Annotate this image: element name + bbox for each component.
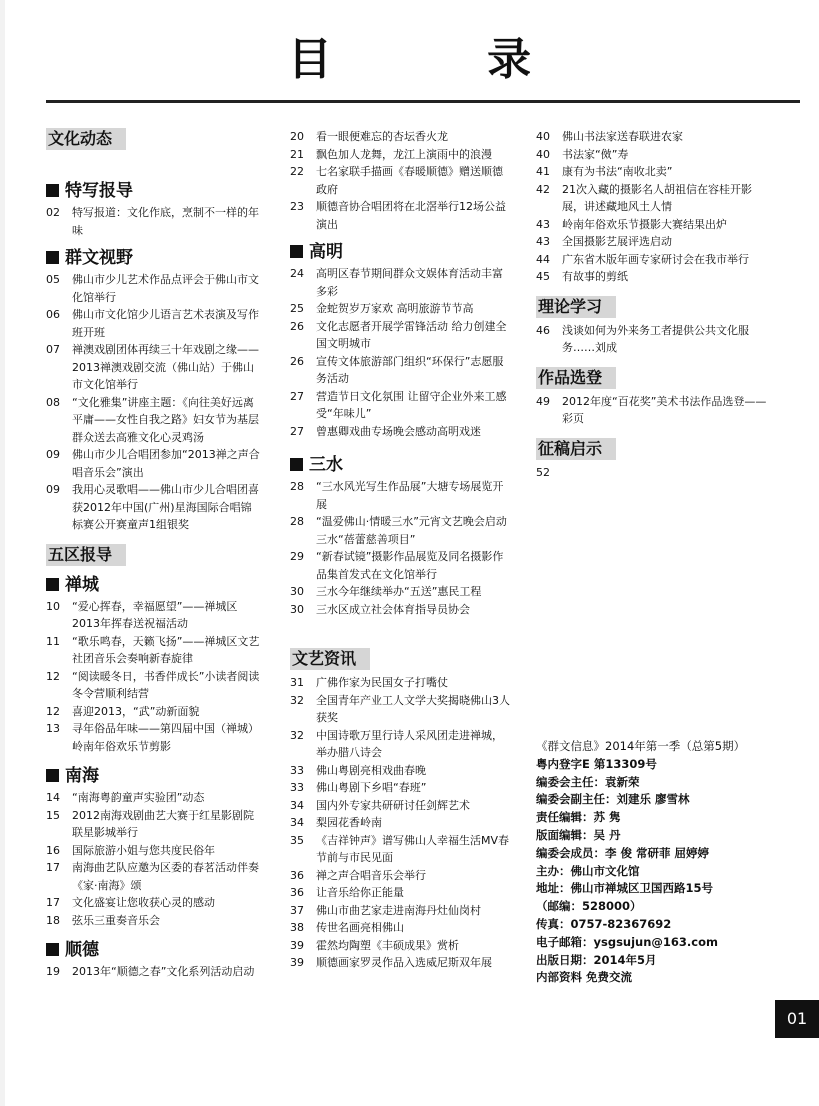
toc-entry[interactable] [290, 300, 512, 318]
toc-entry[interactable] [290, 265, 512, 300]
toc-entry[interactable] [46, 720, 261, 755]
toc-page-number: 36 [290, 868, 304, 882]
toc-entry[interactable] [290, 779, 512, 797]
section-header [290, 648, 512, 670]
square-bullet-icon [290, 458, 303, 471]
section-label: 文化动态 [46, 128, 126, 150]
toc-page-number: 28 [290, 515, 304, 528]
toc-entry-title: “南海粤韵童声实验团”动态 [72, 791, 205, 804]
toc-page-number: 36 [290, 886, 304, 899]
toc-entry[interactable] [290, 353, 512, 388]
toc-page-number: 12 [46, 704, 60, 718]
section-header [46, 128, 261, 150]
subsection-label: 顺德 [65, 940, 99, 960]
toc-entry[interactable] [536, 233, 771, 251]
toc-entry[interactable] [290, 814, 512, 832]
page-edge [0, 0, 5, 1106]
toc-page-number: 05 [46, 273, 60, 286]
toc-entry[interactable] [290, 601, 512, 619]
info-line: 编委会主任：袁新荣 [536, 774, 640, 789]
toc-entry[interactable] [290, 692, 512, 727]
toc-page-number: 19 [46, 965, 60, 978]
toc-page-number: 43 [536, 235, 550, 248]
square-bullet-icon [46, 578, 59, 591]
toc-entry-title: 《吉祥钟声》谱写佛山人幸福生活MV春节前与市民见面 [316, 833, 510, 864]
toc-page-number: 27 [290, 424, 304, 438]
toc-entry[interactable] [290, 583, 512, 601]
section-header [536, 438, 771, 460]
toc-entry[interactable] [290, 674, 512, 692]
toc-entry[interactable] [290, 937, 512, 955]
toc-page-number: 33 [290, 763, 304, 777]
square-bullet-icon [46, 943, 59, 956]
info-line: 主办：佛山市文化馆 [536, 863, 640, 878]
section-header [46, 544, 261, 566]
toc-entry-title: 高明区春节期间群众文娱体育活动丰富多彩 [316, 267, 503, 298]
page-title: 目 录 [287, 34, 602, 85]
toc-entry-title: 三水区成立社会体育指导员协会 [316, 602, 470, 616]
page-number: 01 [775, 1000, 819, 1038]
toc-entry-title: 禅之声合唱音乐会举行 [316, 868, 426, 882]
toc-entry[interactable] [46, 341, 261, 394]
toc-page-number: 40 [536, 130, 550, 143]
toc-page-number: 30 [290, 585, 304, 598]
section-header [536, 296, 771, 318]
square-bullet-icon [46, 184, 59, 197]
section-label: 五区报导 [46, 544, 126, 566]
toc-entry[interactable] [290, 954, 512, 972]
toc-page-number: 26 [290, 354, 304, 368]
toc-entry[interactable] [290, 513, 512, 548]
toc-entry-title: 2012年度“百花奖”美术书法作品选登——彩页 [562, 394, 767, 425]
toc-page-number: 31 [290, 676, 304, 689]
toc-page-number: 45 [536, 270, 550, 283]
toc-entry[interactable] [46, 446, 261, 481]
toc-page-number: 27 [290, 389, 304, 403]
toc-entry-title: 顺德音协合唱团将在北滘举行12场公益演出 [316, 200, 506, 231]
toc-entry[interactable] [290, 727, 512, 762]
toc-entry-title: 让音乐给你正能量 [316, 886, 404, 899]
toc-page-number: 16 [46, 843, 60, 857]
subsection-header [46, 574, 261, 596]
toc-entry-title: 广佛作家为民国女子打嘴仗 [316, 676, 448, 689]
toc-entry[interactable] [290, 762, 512, 780]
subsection-label: 高明 [309, 242, 343, 262]
info-line: 地址：佛山市禅城区卫国西路15号 [536, 881, 714, 896]
toc-page-number: 11 [46, 634, 60, 648]
toc-page-number: 14 [46, 791, 60, 804]
subsection-header [46, 247, 261, 269]
toc-entry[interactable] [536, 393, 771, 428]
toc-entry[interactable] [46, 807, 261, 842]
toc-page-number: 25 [290, 302, 304, 315]
subsection-label: 南海 [65, 766, 99, 786]
toc-entry-title: 全国摄影艺展评选启动 [562, 235, 672, 248]
toc-entry[interactable] [290, 867, 512, 885]
toc-entry-title: 喜迎2013，“武”动新面貌 [72, 704, 200, 718]
toc-entry[interactable] [46, 306, 261, 341]
toc-page-number: 09 [46, 448, 60, 461]
toc-page-number: 24 [290, 267, 304, 280]
toc-entry-title: 2012南海戏剧曲艺大赛于红星影剧院联星影城举行 [72, 808, 254, 839]
toc-page-number: 30 [290, 602, 304, 616]
toc-page-number: 42 [536, 182, 550, 196]
toc-entry-title: 国内外专家共研研讨任剑辉艺术 [316, 798, 470, 812]
square-bullet-icon [46, 251, 59, 264]
toc-entry-title: 书法家“傚”寿 [562, 147, 629, 161]
toc-page-number: 26 [290, 319, 304, 333]
toc-entry-title: “阅读暖冬日，书香伴成长”小读者阅读冬令营顺利结营 [72, 669, 260, 700]
toc-entry[interactable] [536, 322, 771, 357]
section-header [536, 367, 771, 389]
subsection-header [290, 454, 512, 476]
toc-entry-title: 七名家联手描画《春暖顺德》赠送顺德政府 [316, 165, 503, 196]
subsection-label: 群文视野 [65, 248, 133, 268]
toc-page-number: 10 [46, 599, 60, 613]
subsection-header [46, 939, 261, 961]
toc-column-left [46, 128, 261, 981]
subsection-label: 三水 [309, 455, 343, 475]
toc-page-number: 44 [536, 252, 550, 266]
toc-column-middle [290, 128, 512, 972]
toc-page-number: 28 [290, 480, 304, 493]
square-bullet-icon [290, 245, 303, 258]
toc-entry[interactable] [536, 251, 771, 269]
toc-entry[interactable] [290, 146, 512, 164]
toc-entry[interactable] [46, 859, 261, 894]
toc-entry[interactable] [290, 902, 512, 920]
toc-entry-title: 广东省木版年画专家研讨会在我市举行 [562, 252, 749, 266]
toc-page-number: 29 [290, 550, 304, 563]
subsection-label: 特写报导 [65, 181, 133, 201]
toc-page-number: 08 [46, 395, 60, 409]
toc-entry-title: 国际旅游小姐与您共度民俗年 [72, 843, 215, 857]
toc-column-right [536, 128, 771, 481]
toc-entry[interactable] [290, 423, 512, 441]
toc-entry[interactable] [290, 163, 512, 198]
toc-page-number: 17 [46, 861, 60, 874]
toc-entry-title: 寻年俗品年味——第四届中国（禅城）岭南年俗欢乐节剪影 [72, 722, 259, 753]
toc-entry[interactable] [290, 797, 512, 815]
toc-entry[interactable] [46, 271, 261, 306]
toc-entry[interactable] [46, 963, 261, 981]
toc-page-number: 23 [290, 200, 304, 213]
toc-page-number: 38 [290, 921, 304, 934]
toc-entry[interactable] [536, 146, 771, 164]
info-line: 出版日期：2014年5月 [536, 952, 657, 967]
toc-entry[interactable] [290, 832, 512, 867]
toc-entry-title: 2013年“顺德之春”文化系列活动启动 [72, 965, 255, 978]
toc-entry[interactable] [536, 268, 771, 286]
toc-entry-title: “歌乐鸣春，天籁飞扬”——禅城区文艺社团音乐会奏响新春旋律 [72, 634, 260, 665]
toc-entry-title: “新春试镜”摄影作品展览及同名摄影作品集首发式在文化馆举行 [316, 550, 504, 581]
toc-entry[interactable] [46, 789, 261, 807]
subsection-header [290, 241, 512, 263]
toc-page-number: 40 [536, 147, 550, 161]
toc-entry-title: 佛山市少儿艺术作品点评会于佛山市文化馆举行 [72, 273, 259, 304]
title-divider [46, 100, 800, 103]
toc-entry[interactable] [46, 204, 261, 239]
toc-entry-title: 岭南年俗欢乐节摄影大赛结果出炉 [562, 217, 727, 231]
toc-page-number: 41 [536, 165, 550, 178]
toc-entry-title: 三水今年继续举办“五送”惠民工程 [316, 585, 482, 598]
toc-entry-title: “温爱佛山·情暖三水”元宵文艺晚会启动三水“蓓蕾慈善项目” [316, 515, 507, 546]
toc-page-number: 12 [46, 669, 60, 683]
toc-entry-title: 浅谈如何为外来务工者提供公共文化服务……刘成 [562, 323, 749, 354]
toc-entry[interactable] [290, 478, 512, 513]
toc-page-number: 18 [46, 913, 60, 927]
toc-page-number: 20 [290, 130, 304, 143]
toc-page-number: 39 [290, 938, 304, 952]
toc-entry[interactable] [536, 216, 771, 234]
toc-page-number: 22 [290, 165, 304, 178]
section-label: 理论学习 [536, 296, 616, 318]
subsection-label: 禅城 [65, 574, 99, 595]
toc-entry[interactable] [290, 388, 512, 423]
section-label: 作品选登 [536, 367, 616, 389]
toc-entry-title: 特写报道：文化作底，烹制不一样的年味 [72, 206, 259, 237]
toc-entry-title: 佛山粤剧亮相戏曲春晚 [316, 763, 426, 777]
info-line: 责任编辑：苏 隽 [536, 810, 621, 825]
toc-entry-title: 禅澳戏剧团体再续三十年戏剧之缘——2013禅澳戏剧交流（佛山站）于佛山市文化馆举行 [72, 343, 259, 391]
info-line: 粤内登字E 第13309号 [536, 756, 657, 771]
toc-entry-title: 佛山市少儿合唱团参加“2013禅之声合唱音乐会”演出 [72, 448, 260, 479]
toc-entry-title: 传世名画亮相佛山 [316, 921, 404, 934]
toc-page-number: 09 [46, 483, 60, 496]
toc-entry-title: 梨园花香岭南 [316, 816, 382, 829]
toc-entry[interactable] [46, 394, 261, 447]
toc-page-number: 35 [290, 833, 304, 847]
toc-entry[interactable] [46, 842, 261, 860]
toc-entry-title: 飘色加人龙舞，龙江上演雨中的浪漫 [316, 147, 492, 161]
toc-entry[interactable] [290, 318, 512, 353]
toc-entry-title: 弦乐三重奏音乐会 [72, 913, 160, 927]
toc-entry[interactable] [290, 548, 512, 583]
toc-page-number: 32 [290, 728, 304, 742]
toc-entry[interactable] [536, 163, 771, 181]
section-label: 征稿启示 [536, 438, 616, 460]
toc-entry-title: 佛山市曲艺家走进南海丹灶仙岗村 [316, 903, 481, 917]
toc-entry-title: 我用心灵歌唱——佛山市少儿合唱团喜获2012年中国(广州)星海国际合唱锦标赛公开赛童声1组银奖 [72, 483, 259, 531]
toc-entry-title: 金蛇贺岁万家欢 高明旅游节节高 [316, 302, 474, 315]
info-line: 传真：0757-82367692 [536, 916, 672, 931]
toc-entry-title: 佛山书法家送春联进农家 [562, 130, 683, 143]
toc-entry[interactable] [46, 633, 261, 668]
toc-entry-title: 中国诗歌万里行诗人采风团走进禅城，举办腊八诗会 [316, 728, 503, 759]
toc-entry-title: 顺德画家罗灵作品入选威尼斯双年展 [316, 956, 492, 969]
toc-entry[interactable] [46, 703, 261, 721]
toc-entry-title: 佛山粤剧下乡唱“春班” [316, 781, 427, 794]
toc-page-number: 43 [536, 217, 550, 231]
subsection-header [46, 765, 261, 787]
toc-entry-title: 霍然均陶塑《丰硕成果》赏析 [316, 938, 459, 952]
toc-page-number: 15 [46, 808, 60, 822]
toc-entry[interactable] [290, 128, 512, 146]
section-label: 文艺资讯 [290, 648, 370, 670]
info-line: 版面编辑：吴 丹 [536, 827, 621, 842]
toc-entry-title: 南海曲艺队应邀为区委的春茗活动伴奏《家·南海》颂 [72, 861, 259, 892]
info-line: 编委会成员：李 俊 常研菲 屈婷婷 [536, 845, 710, 860]
toc-entry[interactable] [46, 668, 261, 703]
toc-entry[interactable] [46, 894, 261, 912]
toc-page-number: 21 [290, 147, 304, 161]
toc-page-number: 17 [46, 896, 60, 909]
toc-entry[interactable] [46, 598, 261, 633]
toc-entry-title: 21次入藏的摄影名人胡祖信在容桂开影展，讲述藏地风土人情 [562, 182, 752, 213]
info-line: 内部资料 免费交流 [536, 970, 633, 985]
toc-entry-title: “爱心挥春，幸福愿望”——禅城区2013年挥春送祝福活动 [72, 599, 238, 630]
toc-entry-title: 文化志愿者开展学雷锋活动 给力创建全国文明城市 [316, 319, 507, 350]
toc-entry[interactable] [290, 198, 512, 233]
toc-entry-title: “三水风光写生作品展”大塘专场展览开展 [316, 480, 504, 511]
toc-entry[interactable] [536, 464, 771, 482]
toc-page-number: 07 [46, 343, 60, 356]
toc-entry-title: 看一眼便难忘的杏坛香火龙 [316, 130, 448, 143]
publication-info [536, 738, 796, 987]
toc-entry-title: 宣传文体旅游部门组织“环保行”志愿服务活动 [316, 354, 504, 385]
toc-page-number: 39 [290, 956, 304, 969]
toc-page-number: 13 [46, 722, 60, 735]
toc-entry-title: 佛山市文化馆少儿语言艺术表演及写作班开班 [72, 308, 259, 339]
toc-page-number: 46 [536, 323, 550, 337]
toc-entry-title: 有故事的剪纸 [562, 270, 628, 283]
toc-entry[interactable] [536, 181, 771, 216]
toc-entry-title [562, 464, 771, 482]
toc-entry-title: 文化盛宴让您收获心灵的感动 [72, 896, 215, 909]
info-line: （邮编：528000） [536, 899, 642, 914]
toc-entry-title: 营造节日文化氛围 让留守企业外来工感受“年味儿” [316, 389, 507, 420]
toc-page-number: 34 [290, 798, 304, 812]
info-line: 编委会副主任：刘建乐 廖雪林 [536, 792, 690, 807]
toc-page-number: 52 [536, 465, 550, 479]
toc-entry[interactable] [290, 919, 512, 937]
toc-entry-title: 全国青年产业工人文学大奖揭晓佛山3人获奖 [316, 693, 510, 724]
toc-entry[interactable] [536, 128, 771, 146]
toc-entry-title: 康有为书法“南收北卖” [562, 165, 673, 178]
toc-page-number: 33 [290, 781, 304, 794]
toc-page-number: 49 [536, 394, 550, 408]
toc-entry-title: “文化雅集”讲座主题：《向往美好远离平庸——女性自我之路》妇女节为基层群众送去高雅文化心灵鸡汤 [72, 395, 259, 444]
toc-page-number: 34 [290, 816, 304, 829]
subsection-header [46, 180, 261, 202]
toc-page-number: 02 [46, 206, 60, 219]
toc-page-number: 06 [46, 308, 60, 321]
info-line: 电子邮箱：ysgsujun@163.com [536, 934, 718, 949]
toc-entry[interactable] [290, 884, 512, 902]
info-line: 《群文信息》2014年第一季（总第5期） [536, 739, 746, 753]
toc-entry[interactable] [46, 912, 261, 930]
square-bullet-icon [46, 769, 59, 782]
toc-page-number: 37 [290, 903, 304, 917]
toc-entry[interactable] [46, 481, 261, 534]
toc-entry-title: 曾惠卿戏曲专场晚会感动高明戏迷 [316, 424, 481, 438]
toc-page-number: 32 [290, 693, 304, 707]
